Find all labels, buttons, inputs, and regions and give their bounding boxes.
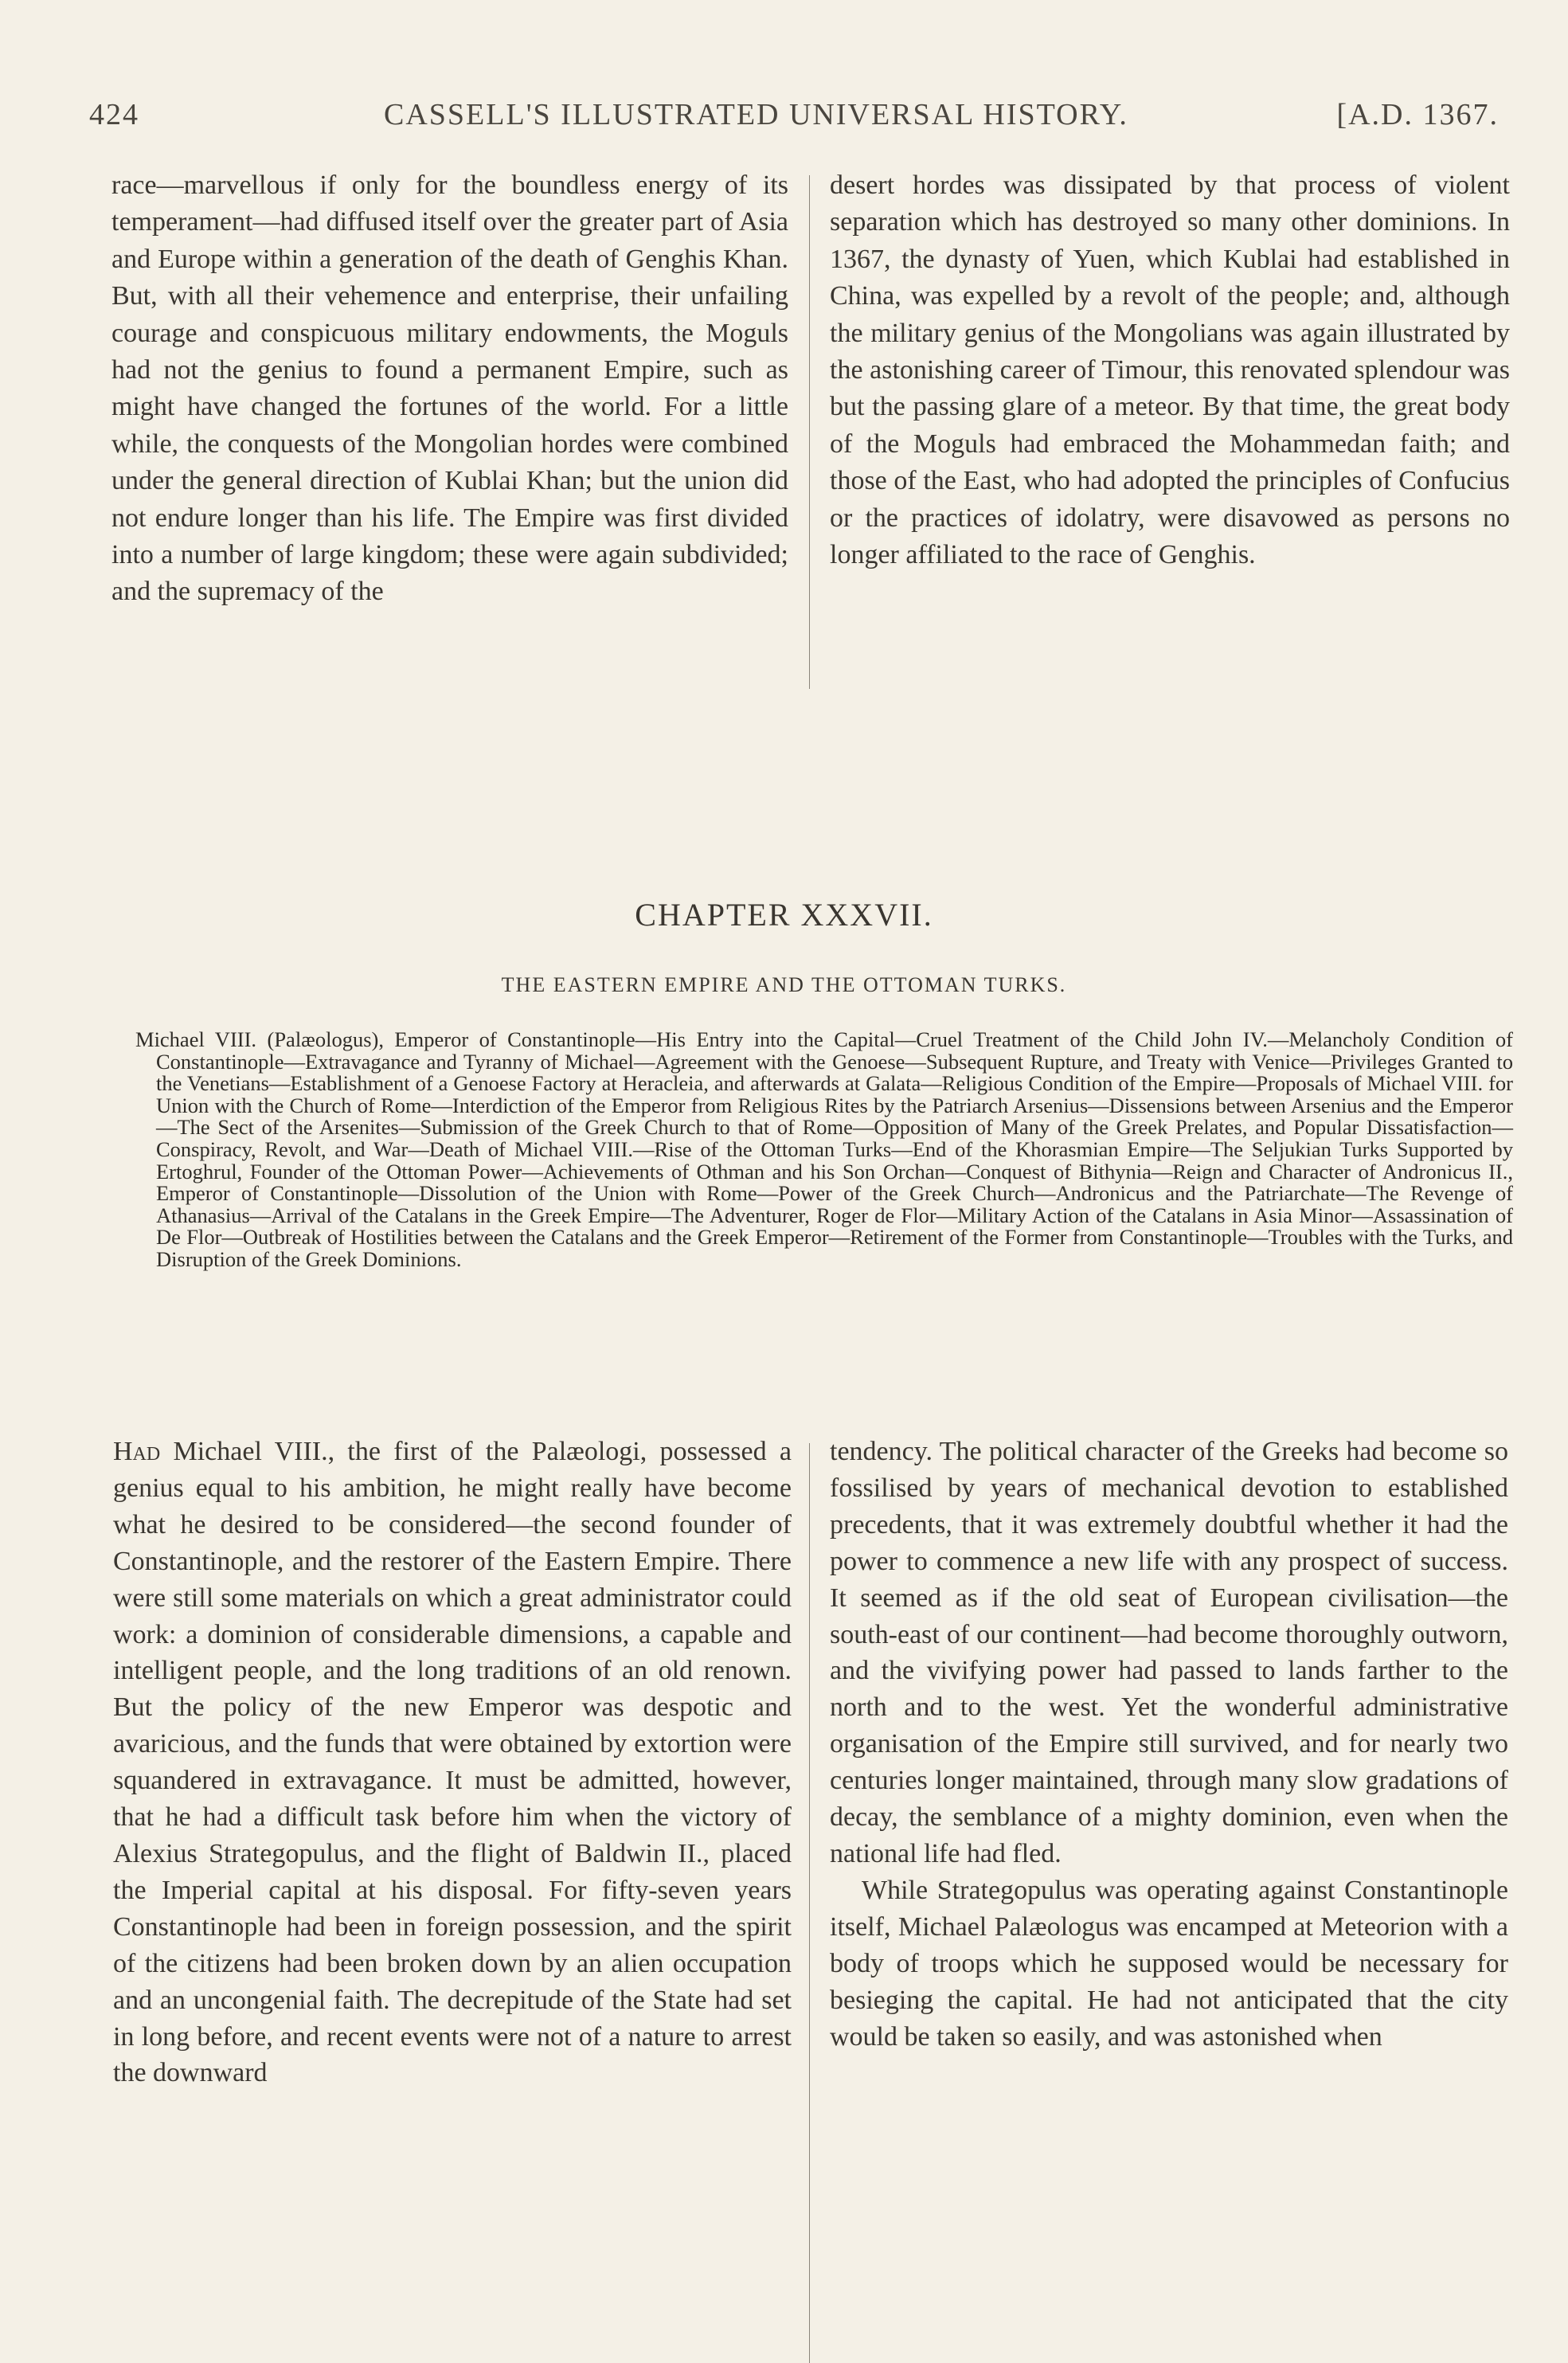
body-left-text: Michael VIII., the first of the Palæologi, possessed a genius equal to his ambition, he might really have become what he desired to be considered—the second founder of Constantinople, and the restorer of the Eastern Empire. There were still some materials on which a great administrator could work: a dominion of considerable dimensions, a capable and intelligent people, and the long traditions of an old renown. But the policy of the new Emperor was despotic and avaricious, and the funds that were obtained by extortion were squandered in extravagance. It must be admitted, however, that he had a difficult task before him when the victory of Alexius Strategopulus, and the flight of Baldwin II., placed the Imperial capital at his disposal. For fifty-seven years Constantinople had been in foreign possession, and the spirit of the citizens had been broken down by an alien occupation and an uncongenial faith. The decrepitude of the State had set in long before, and recent events were not of a nature to arrest the downward [113,1437,792,2088]
top-right-column [830,167,1510,573]
top-left-paragraph: race—marvellous if only for the boundless energy of its temperament—had diffused itself over the greater part of Asia and Europe within a generation of the death of Genghis Khan. But, with all their vehemence and enterprise, their unfailing courage and conspicuous military endowments, the Moguls had not the genius to found a permanent Empire, such as might have changed the fortunes of the world. For a little while, the conquests of the Mongolian hordes were combined under the general direction of Kublai Khan; but the union did not endure longer than his life. The Empire was first divided into a number of large kingdom; these were again subdivided; and the supremacy of the [111,170,788,607]
chapter-subtitle: THE EASTERN EMPIRE AND THE OTTOMAN TURKS. [501,973,1067,996]
chapter-title: CHAPTER XXXVII. [635,897,933,933]
column-divider-top [809,175,810,689]
chapter-synopsis: Michael VIII. (Palæologus), Emperor of Constantinople—His Entry into the Capital—Cruel Treatment of the Child John IV.—Melancholy Condition of Constantinople—Extravagance and Tyranny of Michael—Agreement with the Genoese—Subsequent Rupture, and Treaty with Venice—Privileges Granted to the Venetians—Establishment of a Genoese Factory at Heracleia, and afterwards at Galata—Religious Condition of the Empire—Proposals of Michael VIII. for Union with the Church of Rome—Interdiction of the Emperor from Religious Rites by the Patriarch Arsenius—Dissensions between Arsenius and the Emperor—The Sect of the Arsenites—Submission of the Greek Church to that of Rome—Opposition of Many of the Greek Prelates, and Popular Dissatisfaction—Conspiracy, Revolt, and War—Death of Michael VIII.—Rise of the Ottoman Turks—End of the Khorasmian Empire—The Seljukian Turks Supported by Ertoghrul, Founder of the Ottoman Power—Achievements of Othman and his Son Orchan—Conquest of Bithynia—Reign and Character of Andronicus II., Emperor of Constantinople—Dissolution of the Union with Rome—Power of the Greek Church—Andronicus and the Patriarchate—The Revenge of Athanasius—Arrival of the Catalans in the Greek Empire—The Adventurer, Roger de Flor—Military Action of the Catalans in Asia Minor—Assassination of De Flor—Outbreak of Hostilities between the Catalans and the Greek Emperor—Retirement of the Former from Constantinople—Troubles with the Turks, and Disruption of the Greek Dominions. [135,1027,1513,1271]
running-head [89,89,1499,137]
body-right-column [830,1434,1508,2055]
page-number: 424 [89,98,139,131]
body-left-paragraph [113,1434,792,2091]
body-right-paragraph-2: While Strategopulus was operating against Constantinople itself, Michael Palæologus was encamped at Meteorion with a body of troops which he supposed would be necessary for besieging the capital. He had not anticipated that the city would be taken so easily, and was astonished when [830,1875,1508,2052]
lead-word: Had [113,1437,161,1466]
top-left-column [111,167,788,611]
body-left-column [113,1434,792,2091]
running-title: CASSELL'S ILLUSTRATED UNIVERSAL HISTORY. [384,98,1128,131]
running-date: [A.D. 1367. [1336,98,1499,131]
column-divider-body [809,1443,810,2363]
body-right-paragraph-1: tendency. The political character of the Greeks had become so fossilised by years of mechanical devotion to established precedents, that it was extremely doubtful whether it had the power to commence a new life with any prospect of success. It seemed as if the old seat of European civilisation—the south-east of our continent—had become thoroughly outworn, and the vivifying power had passed to lands farther to the north and to the west. Yet the wonderful administrative organisation of the Empire still survived, and for nearly two centuries longer maintained, through many slow gradations of decay, the semblance of a mighty dominion, even when the national life had fled. [830,1437,1508,1868]
top-right-paragraph: desert hordes was dissipated by that process of violent separation which has destroyed so many other dominions. In 1367, the dynasty of Yuen, which Kublai had established in China, was expelled by a revolt of the people; and, although the military genius of the Mongolians was again illustrated by the astonishing career of Timour, this renovated splendour was but the passing glare of a meteor. By that time, the great body of the Moguls had embraced the Mohammedan faith; and those of the East, who had adopted the principles of Confucius or the practices of idolatry, were disavowed as persons no longer affiliated to the race of Genghis. [830,170,1510,570]
